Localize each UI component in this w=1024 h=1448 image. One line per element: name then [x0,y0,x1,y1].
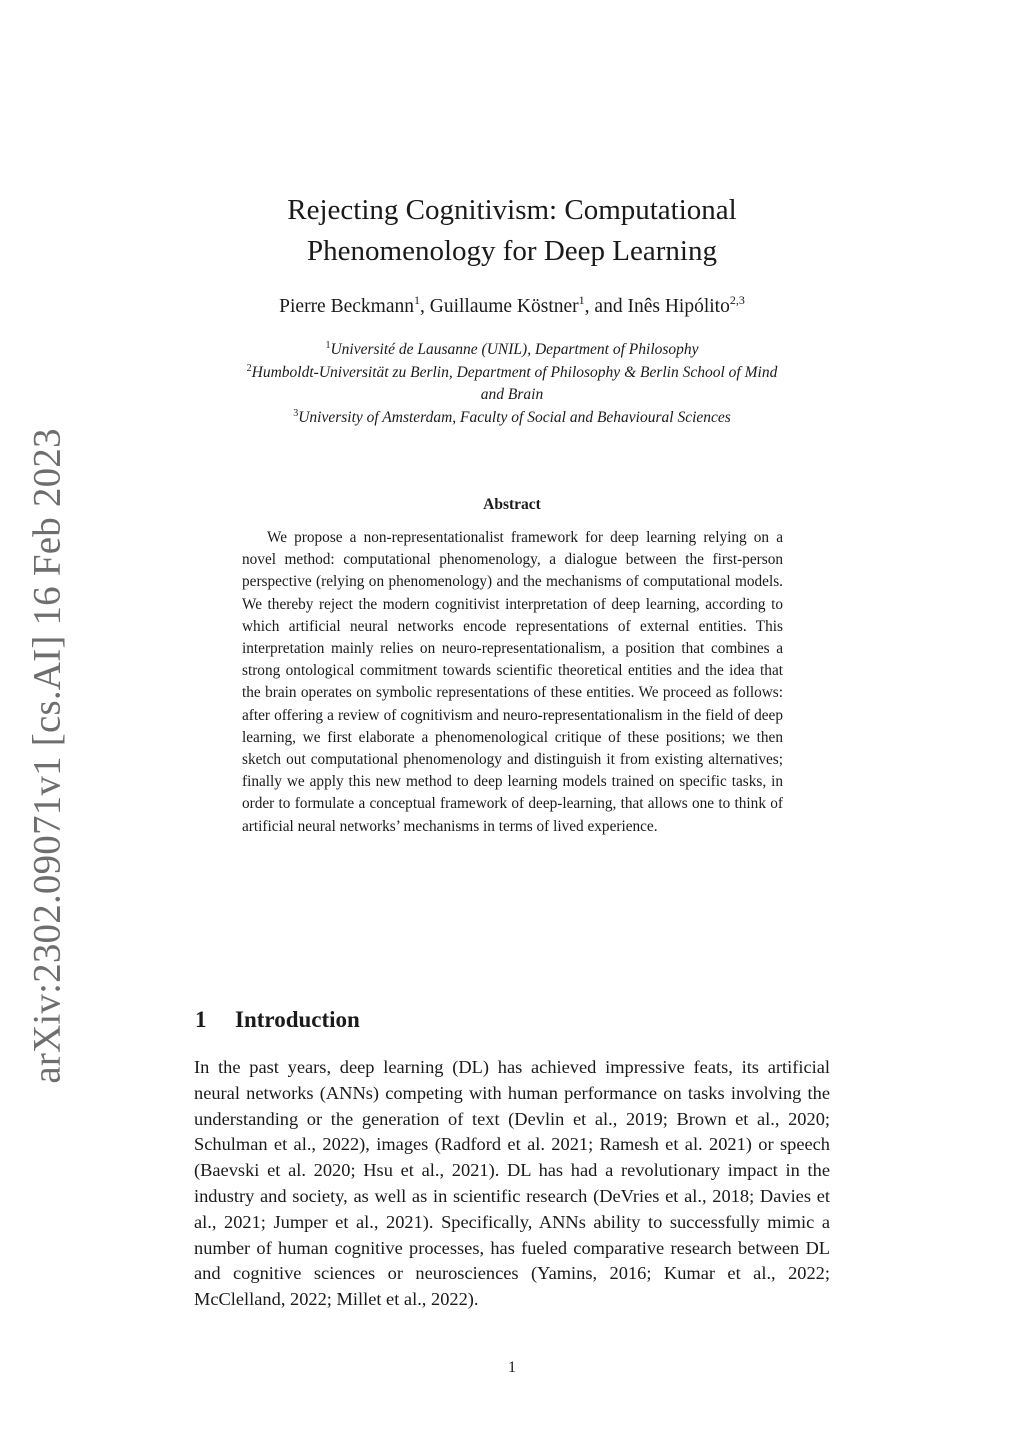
abstract-paragraph: We propose a non-representationalist framework for deep learning relying on a novel method: computational phenomenology, a dialogue between the first-person perspective (relying on phenomenology) and the mechanisms of computational models. We thereby reject the modern cognitivist interpretation of deep learning, according to which artificial neural networks encode representations of external entities. This interpretation mainly relies on neuro-representationalism, a position that combines a strong ontological commitment towards scientific theoretical entities and the idea that the brain operates on symbolic representations of these entities. We proceed as follows: after offering a review of cognitivism and neuro-representationalism in the field of deep learning, we first elaborate a phenomenological critique of these positions; we then sketch out computational phenomenology and distinguish it from existing alternatives; finally we apply this new method to deep learning models trained on specific tasks, in order to formulate a conceptual framework of deep-learning, that allows one to think of artificial neural networks’ mechanisms in terms of lived experience. [242,529,783,835]
author-list [150,294,874,320]
author-affiliation-mark: 1 [413,293,420,307]
author-affiliation-mark: 1 [578,293,585,307]
affiliation-text: University of Amsterdam, Faculty of Social and Behavioural Sciences [298,408,731,426]
paper-title [200,190,824,272]
affiliation-text: Université de Lausanne (UNIL), Department of Philosophy [330,341,699,358]
affiliation-line [150,407,874,430]
affiliation-mark: 2 [246,362,252,374]
author-separator: , [419,296,430,317]
author-affiliation-mark: 2,3 [729,293,745,307]
affiliation-mark: 3 [293,407,299,419]
affiliation-continuation: and Brain [480,386,544,403]
section-number: 1 [195,1007,207,1032]
author-name: Guillaume Köstner [429,296,579,317]
paper-title-line-2: Phenomenology for Deep Learning [307,235,717,267]
page-number: 1 [508,1359,516,1376]
introduction-paragraph: In the past years, deep learning (DL) has achieved impressive feats, its artificial neural networks (ANNs) competing with human performance on tasks involving the understanding or the generation of text (Devlin et al., 2019; Brown et al., 2020; Schulman et al., 2022), images (Radford et al. 2021; Ramesh et al. 2021) or speech (Baevski et al. 2020; Hsu et al., 2021). DL has had a revolutionary impact in the industry and society, as well as in scientific research (DeVries et al., 2018; Davies et al., 2021; Jumper et al., 2021). Specifically, ANNs ability to successfully mimic a number of human cognitive processes, has fueled comparative research between DL and cognitive sciences or neurosciences (Yamins, 2016; Kumar et al., 2022; McClelland, 2022; Millet et al., 2022). [194,1057,830,1310]
affiliation-line [150,362,874,385]
author-name: Pierre Beckmann [279,296,414,317]
affiliation-text: Humboldt-Universität zu Berlin, Department of Philosophy & Berlin School of Mind [251,363,778,381]
affiliation-line [150,339,874,362]
arxiv-identifier-stamp: arXiv:2302.09071v1 [cs.AI] 16 Feb 2023 [25,428,69,1084]
section-title: Introduction [235,1007,360,1032]
affiliation-list [150,339,874,429]
section-heading [195,1007,360,1033]
author-separator: , and [584,296,628,317]
abstract-heading: Abstract [483,496,541,513]
paper-title-line-1: Rejecting Cognitivism: Computational [287,194,737,226]
affiliation-mark: 1 [325,340,331,351]
author-name: Inês Hipólito [627,296,730,317]
